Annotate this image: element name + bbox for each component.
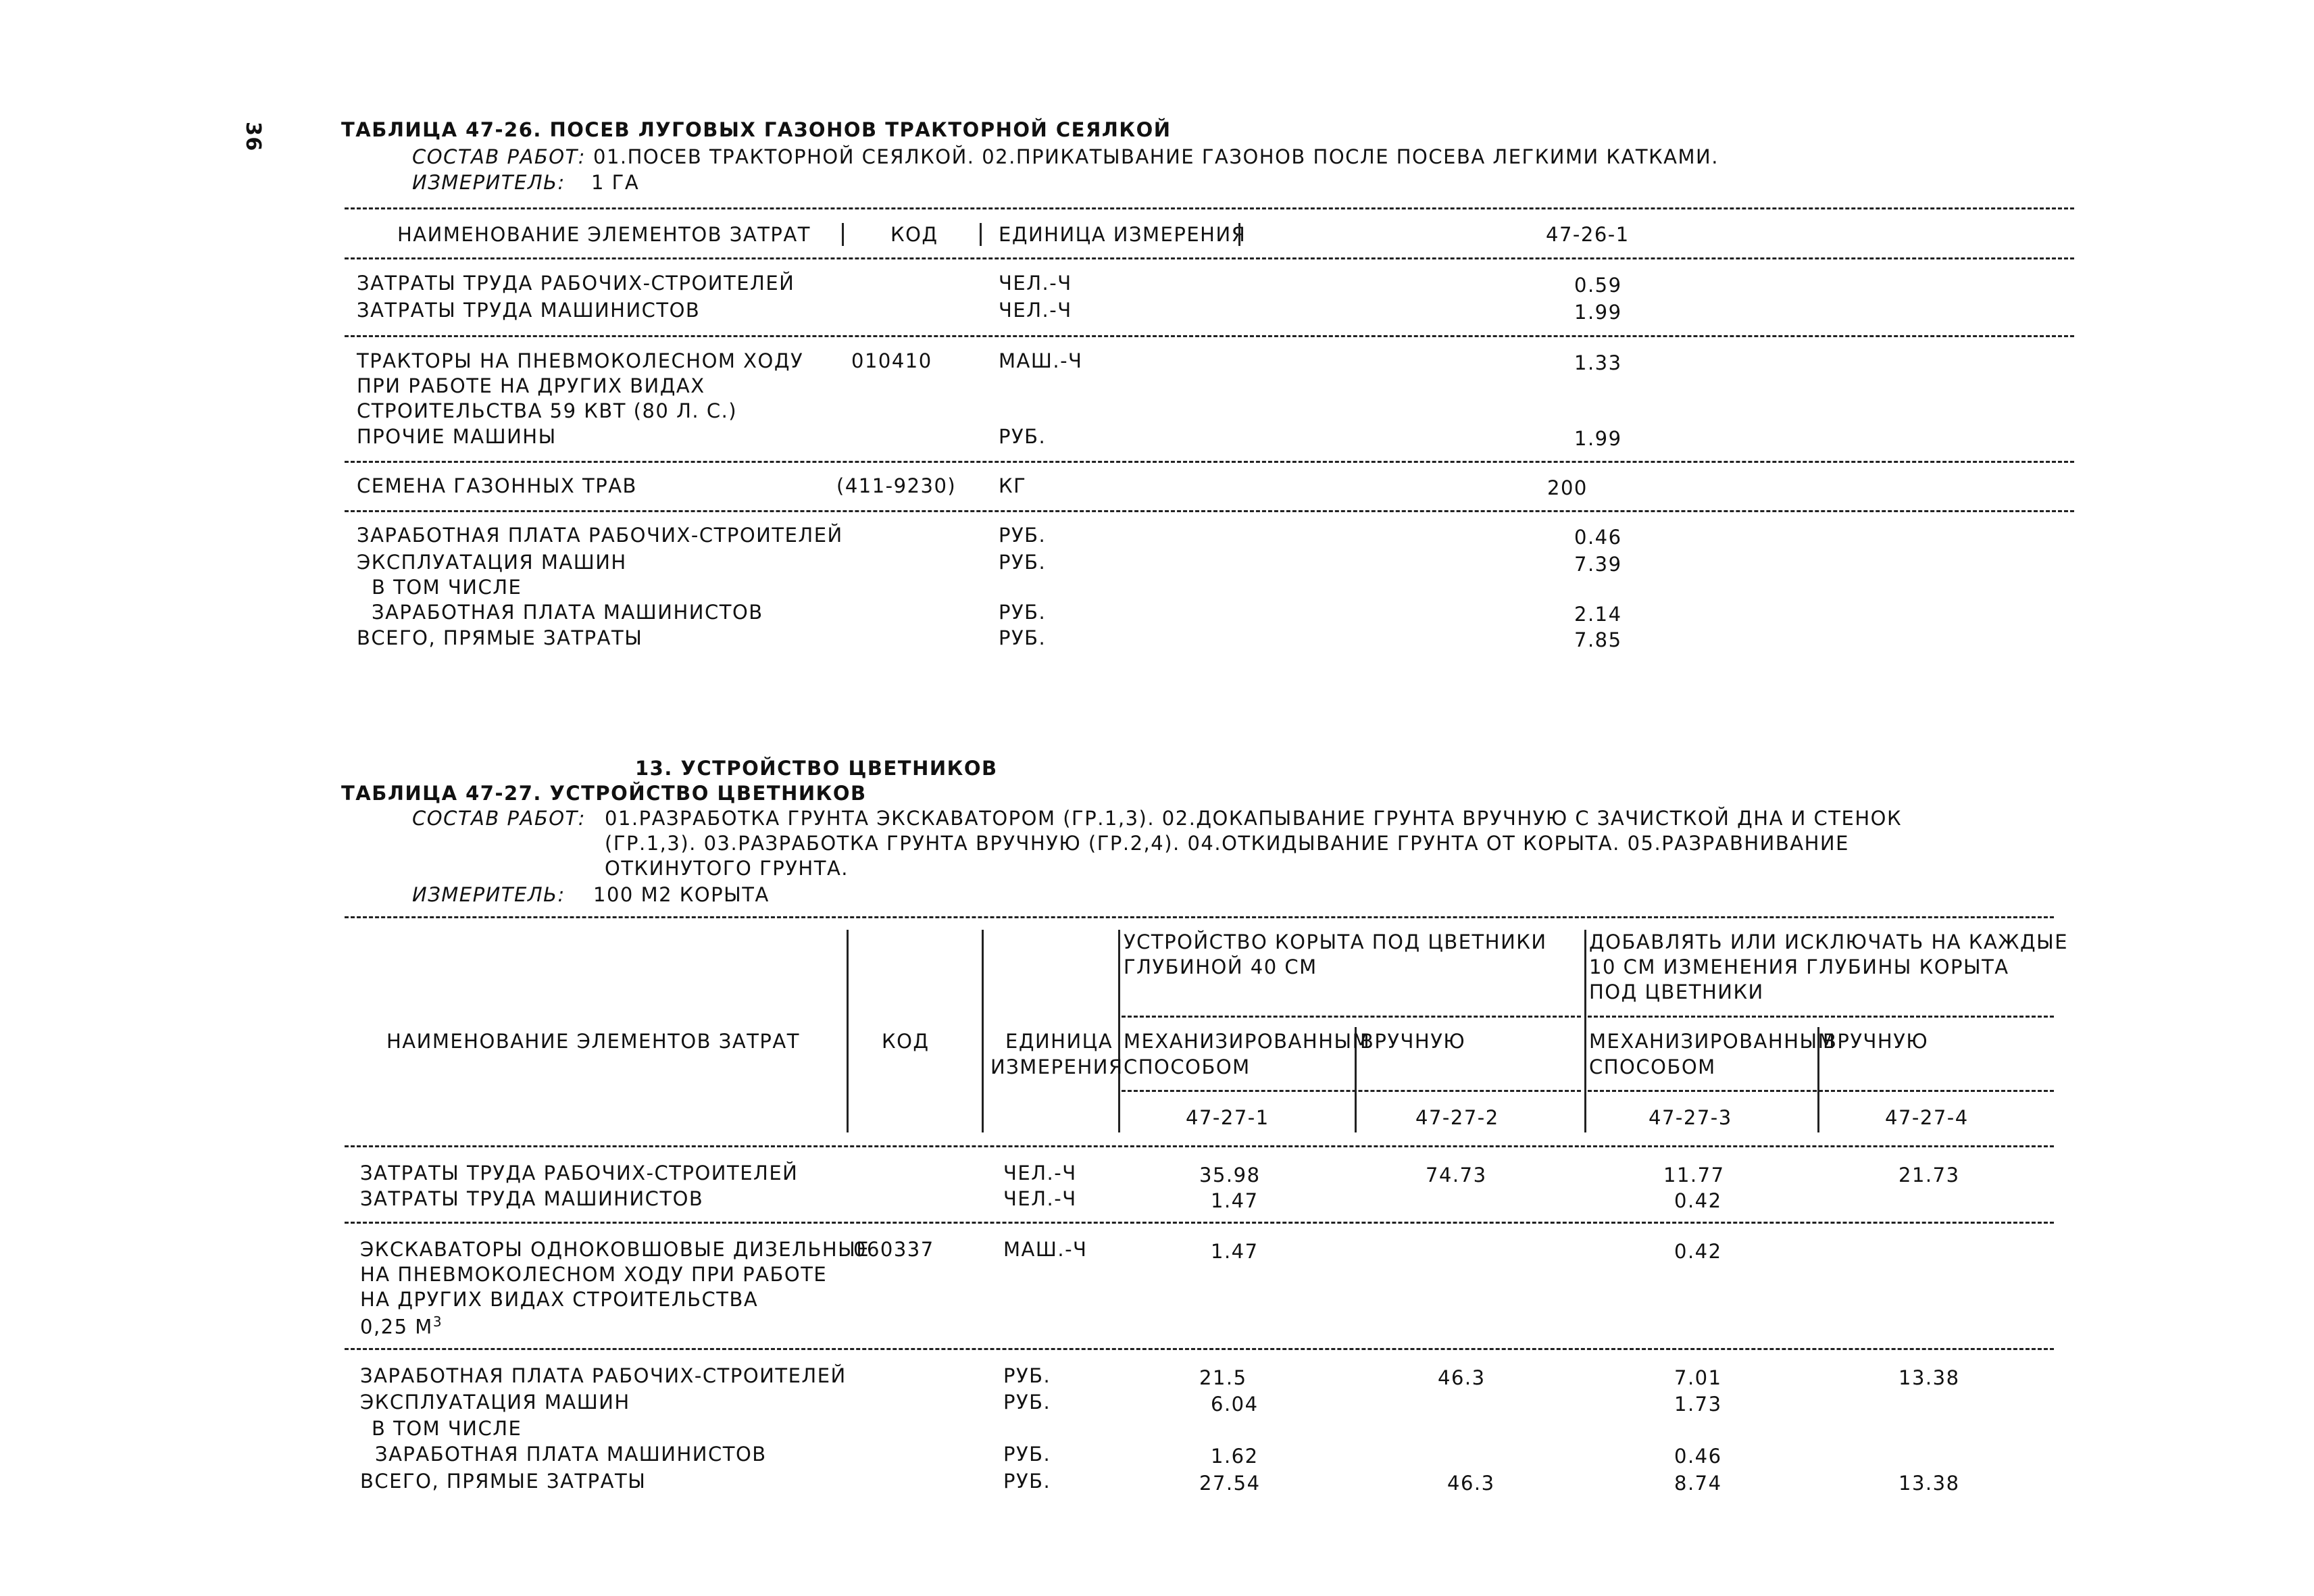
table-row-name: СТРОИТЕЛЬСТВА 59 КВТ (80 Л. С.): [357, 399, 738, 422]
table-row-name: НА ПНЕВМОКОЛЕСНОМ ХОДУ ПРИ РАБОТЕ: [360, 1263, 828, 1286]
table-row-name: ВСЕГО, ПРЯМЫЕ ЗАТРАТЫ: [357, 626, 643, 649]
table-row-value: 21.73: [1898, 1164, 1960, 1187]
superscript: 3: [432, 1314, 443, 1330]
t27-group1-line: УСТРОЙСТВО КОРЫТА ПОД ЦВЕТНИКИ: [1124, 930, 1547, 953]
table-row-unit: ЧЕЛ.-Ч: [1003, 1187, 1077, 1210]
table-row-value: 200: [1547, 476, 1588, 499]
t27-sostav-line: 01.РАЗРАБОТКА ГРУНТА ЭКСКАВАТОРОМ (ГР.1,3). 02.ДОКАПЫВАНИЕ ГРУНТА ВРУЧНУЮ С ЗАЧИСТКОЙ ДНА И СТЕНОК: [605, 807, 1903, 830]
t26-header-sep: [1238, 223, 1240, 246]
table-row-value: 8.74: [1674, 1472, 1722, 1495]
table-row-name: В ТОМ ЧИСЛЕ: [372, 1417, 522, 1440]
page-number: 36: [241, 122, 265, 152]
table-row-kod: 010410: [851, 349, 932, 372]
table-row-name: ЭКСПЛУАТАЦИЯ МАШИН: [360, 1391, 630, 1414]
table-row-unit: РУБ.: [999, 425, 1047, 448]
table-row-value: 74.73: [1426, 1164, 1487, 1187]
t27-sostav-label: СОСТАВ РАБОТ:: [412, 807, 586, 830]
t27-izm-value: 100 М2 КОРЫТА: [593, 883, 770, 906]
t27-header-sep: [1118, 930, 1120, 1132]
table-row-value: 1.99: [1574, 301, 1622, 324]
table-row-name: ЗАТРАТЫ ТРУДА РАБОЧИХ-СТРОИТЕЛЕЙ: [357, 272, 795, 295]
table-row-kod: (411-9230): [836, 474, 957, 497]
table-row-value: 46.3: [1438, 1366, 1486, 1389]
t27-rule-top: [345, 916, 2054, 918]
table-row-name: ЗАРАБОТНАЯ ПЛАТА МАШИНИСТОВ: [372, 601, 763, 624]
t27-header-unit: ИЗМЕРЕНИЯ: [990, 1055, 1124, 1078]
table-row-value: 1.62: [1211, 1445, 1259, 1468]
t27-header-sep: [847, 930, 849, 1132]
t27-header-sep: [982, 930, 984, 1132]
t27-header-mech: МЕХАНИЗИРОВАННЫМ: [1589, 1030, 1836, 1053]
table-row-name: ЭКСКАВАТОРЫ ОДНОКОВШОВЫЕ ДИЗЕЛЬНЫЕ: [360, 1238, 870, 1261]
t27-header-hand: ВРУЧНУЮ: [1823, 1030, 1929, 1053]
t27-rule: [345, 1222, 2054, 1224]
table-row-value: 0.42: [1674, 1240, 1722, 1263]
table-row-unit: РУБ.: [1003, 1391, 1051, 1414]
table-row-value: 1.33: [1574, 351, 1622, 374]
t27-header-mech: МЕХАНИЗИРОВАННЫМ: [1124, 1030, 1371, 1053]
table-row-unit: ЧЕЛ.-Ч: [999, 272, 1072, 295]
t26-rule-top: [345, 207, 2074, 209]
table-row-unit: ЧЕЛ.-Ч: [999, 299, 1072, 322]
table-row-unit: МАШ.-Ч: [1003, 1238, 1088, 1261]
t27-header-unit: ЕДИНИЦА: [1005, 1030, 1113, 1053]
t27-header-rule: [1588, 1090, 2054, 1092]
t26-rule: [345, 257, 2074, 259]
t27-header-rule: [1122, 1016, 1581, 1018]
t27-col-code: 47-27-2: [1415, 1106, 1499, 1129]
table-47-27-title: ТАБЛИЦА 47-27. УСТРОЙСТВО ЦВЕТНИКОВ: [341, 782, 867, 805]
t27-izm-label: ИЗМЕРИТЕЛЬ:: [412, 883, 565, 906]
table-row-value: 46.3: [1447, 1472, 1495, 1495]
table-row-value: 1.99: [1574, 427, 1622, 450]
table-row-name: ЗАРАБОТНАЯ ПЛАТА РАБОЧИХ-СТРОИТЕЛЕЙ: [360, 1364, 847, 1387]
t27-sostav-line: ОТКИНУТОГО ГРУНТА.: [605, 857, 849, 880]
t27-group1-line: ГЛУБИНОЙ 40 СМ: [1124, 955, 1317, 978]
table-row-name: ПРИ РАБОТЕ НА ДРУГИХ ВИДАХ: [357, 374, 705, 397]
t26-izm-value: 1 ГА: [591, 171, 640, 194]
table-row-unit: МАШ.-Ч: [999, 349, 1083, 372]
table-row-value: 7.85: [1574, 628, 1622, 651]
table-row-value: 13.38: [1898, 1366, 1960, 1389]
table-row-value: 35.98: [1199, 1164, 1261, 1187]
table-47-26-title: ТАБЛИЦА 47-26. ПОСЕВ ЛУГОВЫХ ГАЗОНОВ ТРАКТОРНОЙ СЕЯЛКОЙ: [341, 118, 1172, 141]
table-row-name: ЗАТРАТЫ ТРУДА РАБОЧИХ-СТРОИТЕЛЕЙ: [360, 1162, 799, 1184]
table-row-name: ЗАРАБОТНАЯ ПЛАТА МАШИНИСТОВ: [375, 1443, 767, 1466]
t26-izm-label: ИЗМЕРИТЕЛЬ:: [412, 171, 565, 194]
table-row-name: ЗАТРАТЫ ТРУДА МАШИНИСТОВ: [360, 1187, 704, 1210]
table-row-value: 7.01: [1674, 1366, 1722, 1389]
t26-header-kod: КОД: [890, 223, 938, 246]
table-row-value: 27.54: [1199, 1472, 1261, 1495]
table-row-value: 2.14: [1574, 603, 1622, 626]
t26-header-unit: ЕДИНИЦА ИЗМЕРЕНИЯ: [999, 223, 1247, 246]
t26-header-sep: [980, 223, 982, 246]
t27-header-rule: [1122, 1090, 1581, 1092]
t27-rule: [345, 1348, 2054, 1350]
table-row-name: ВСЕГО, ПРЯМЫЕ ЗАТРАТЫ: [360, 1470, 647, 1493]
t26-sostav-label: СОСТАВ РАБОТ:: [412, 145, 586, 168]
t27-header-mech: СПОСОБОМ: [1589, 1055, 1716, 1078]
t27-header-name: НАИМЕНОВАНИЕ ЭЛЕМЕНТОВ ЗАТРАТ: [386, 1030, 800, 1053]
table-row-value: 13.38: [1898, 1472, 1960, 1495]
table-row-value: 1.47: [1211, 1240, 1259, 1263]
table-row-value: 6.04: [1211, 1393, 1259, 1416]
t26-header-sep: [842, 223, 844, 246]
table-row-name: ЗАТРАТЫ ТРУДА МАШИНИСТОВ: [357, 299, 701, 322]
t27-rule: [345, 1145, 2054, 1147]
table-row-name: 0,25 $М^3$: [360, 1314, 443, 1339]
table-row-name: НА ДРУГИХ ВИДАХ СТРОИТЕЛЬСТВА: [360, 1288, 759, 1311]
table-row-unit: КГ: [999, 474, 1027, 497]
table-row-name: ЗАРАБОТНАЯ ПЛАТА РАБОЧИХ-СТРОИТЕЛЕЙ: [357, 524, 843, 547]
table-row-unit: РУБ.: [999, 524, 1047, 547]
table-row-value: 1.47: [1211, 1189, 1259, 1212]
t27-header-rule: [1588, 1016, 2054, 1018]
table-row-name: ЭКСПЛУАТАЦИЯ МАШИН: [357, 551, 627, 574]
t27-sostav-line: (ГР.1,3). 03.РАЗРАБОТКА ГРУНТА ВРУЧНУЮ (ГР.2,4). 04.ОТКИДЫВАНИЕ ГРУНТА ОТ КОРЫТА. 05.РАЗРАВНИВАНИЕ: [605, 832, 1849, 855]
table-row-name: В ТОМ ЧИСЛЕ: [372, 576, 522, 599]
t26-header-col: 47-26-1: [1546, 223, 1630, 246]
table-row-value: 0.46: [1674, 1445, 1722, 1468]
t26-rule: [345, 461, 2074, 463]
table-row-value: 1.73: [1674, 1393, 1722, 1416]
section-title: 13. УСТРОЙСТВО ЦВЕТНИКОВ: [635, 757, 998, 780]
table-row-value: 21.5: [1199, 1366, 1247, 1389]
t26-rule: [345, 335, 2074, 337]
table-row-name: ПРОЧИЕ МАШИНЫ: [357, 425, 557, 448]
t27-group2-line: ПОД ЦВЕТНИКИ: [1589, 980, 1764, 1003]
t27-header-hand: ВРУЧНУЮ: [1360, 1030, 1466, 1053]
t27-col-code: 47-27-1: [1186, 1106, 1269, 1129]
table-row-unit: РУБ.: [1003, 1364, 1051, 1387]
t27-group2-line: ДОБАВЛЯТЬ ИЛИ ИСКЛЮЧАТЬ НА КАЖДЫЕ: [1589, 930, 2069, 953]
t27-group2-line: 10 СМ ИЗМЕНЕНИЯ ГЛУБИНЫ КОРЫТА: [1589, 955, 2009, 978]
t27-header-kod: КОД: [882, 1030, 930, 1053]
table-row-value: 0.42: [1674, 1189, 1722, 1212]
t26-rule: [345, 510, 2074, 512]
t27-header-mech: СПОСОБОМ: [1124, 1055, 1251, 1078]
table-row-name: ТРАКТОРЫ НА ПНЕВМОКОЛЕСНОМ ХОДУ: [357, 349, 804, 372]
t26-sostav-text: 01.ПОСЕВ ТРАКТОРНОЙ СЕЯЛКОЙ. 02.ПРИКАТЫВАНИЕ ГАЗОНОВ ПОСЛЕ ПОСЕВА ЛЕГКИМИ КАТКАМИ.: [593, 145, 1719, 168]
table-row-unit: РУБ.: [999, 601, 1047, 624]
table-row-unit: РУБ.: [999, 626, 1047, 649]
table-row-value: 0.46: [1574, 526, 1622, 549]
t27-col-code: 47-27-4: [1885, 1106, 1969, 1129]
t27-header-sep: [1584, 930, 1586, 1132]
table-row-unit: РУБ.: [1003, 1470, 1051, 1493]
table-row-value: 0.59: [1574, 274, 1622, 297]
table-row-name: СЕМЕНА ГАЗОННЫХ ТРАВ: [357, 474, 637, 497]
table-row-value: 7.39: [1574, 553, 1622, 576]
t27-col-code: 47-27-3: [1649, 1106, 1732, 1129]
table-row-value: 11.77: [1663, 1164, 1725, 1187]
table-row-kod: 060337: [853, 1238, 934, 1261]
table-row-unit: ЧЕЛ.-Ч: [1003, 1162, 1077, 1184]
table-row-unit: РУБ.: [1003, 1443, 1051, 1466]
table-row-unit: РУБ.: [999, 551, 1047, 574]
t26-header-name: НАИМЕНОВАНИЕ ЭЛЕМЕНТОВ ЗАТРАТ: [397, 223, 811, 246]
